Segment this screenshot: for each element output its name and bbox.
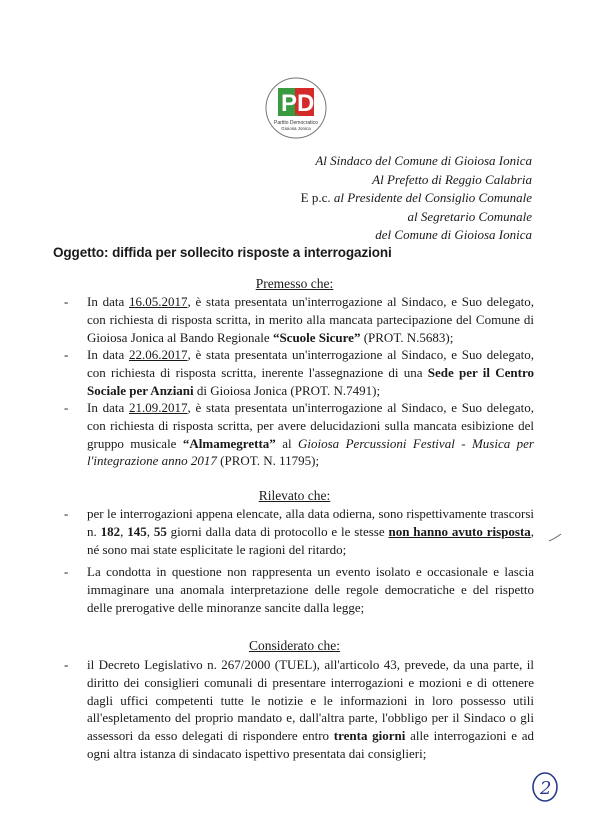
logo-line2: Gioiosa Jonica: [281, 126, 311, 131]
list-item: - per le interrogazioni appena elencate, alla data odierna, sono rispettivamente trascorsi n. 182, 145, 55 giorni dalla data di protocollo e le stesse non hanno avuto risposta, né sono mai state esplicitate le ragioni del ritardo;: [64, 506, 535, 557]
svg-text:2: 2: [540, 778, 552, 799]
logo-line1: Partito Democratico: [274, 120, 318, 126]
list-item: - il Decreto Legislativo n. 267/2000 (TUEL), all'articolo 43, prevede, da una parte, il diritto dei consiglieri comunali di presentare interrogazioni e mozioni e di ottenere dagli uffici competenti tutte le notizie e le informazioni in loro possesso utili all'espletamento del proprio mandato e, dall'altra parte, l'obbligo per il Sindaco o gli assessori da esso delegati di rispondere entro trenta giorni alle interrogazioni e ad ogni altra istanza di sindacato ispettivo presentata dai consiglieri;: [64, 657, 534, 761]
pen-mark: [548, 530, 562, 540]
subject-line: Oggetto: diffida per sollecito risposte a interrogazioni: [53, 245, 392, 260]
section-title-rilevato: Rilevato che:: [258, 488, 331, 503]
logo-letters: PD: [281, 90, 315, 117]
list-item: - In data 22.06.2017, è stata presentata un'interrogazione al Sindaco, e Suo delegato, con richiesta di risposta scritta, inerente l'assegnazione di una Sede per il Centro Sociale per Anziani di Gioiosa Jonica (PROT. N.7491);: [64, 347, 534, 398]
cc-prefix: E p.c.: [300, 190, 334, 205]
addressee-line: del Comune di Gioiosa Ionica: [375, 227, 532, 242]
page-number: [531, 769, 561, 803]
addressee-line: E p.c. al Presidente del Consiglio Comunale: [300, 190, 532, 205]
date: 21.09.2017: [128, 400, 188, 415]
addressee-line: al Segretario Comunale: [407, 208, 532, 224]
section-title-considerato: Considerato che:: [248, 638, 341, 653]
addressee-block: [232, 152, 532, 245]
list-item: - In data 21.09.2017, è stata presentata un'interrogazione al Sindaco, e Suo delegato, con richiesta di risposta scritta, per avere delucidazioni sulla mancata esibizione del gruppo musicale “Almamegretta” al Gioiosa Percussioni Festival - Musica per l'integrazione anno 2017 (PROT. N. 11795);: [64, 400, 534, 469]
pd-logo: [264, 76, 328, 140]
addressee-line: Al Prefetto di Reggio Calabria: [372, 171, 532, 187]
list-item: - In data 16.05.2017, è stata presentata un'interrogazione al Sindaco, e Suo delegato, con richiesta di risposta scritta, in merito alla mancata partecipazione del Comune di Gioiosa Jonica al Bando Regionale “Scuole Sicure” (PROT. N.5683);: [64, 294, 534, 345]
addressee-line: Al Sindaco del Comune di Gioiosa Ionica: [315, 153, 532, 168]
list-item: - La condotta in questione non rappresenta un evento isolato e occasionale e lascia immaginare una anomala interpretazione delle regole democratiche e del rispetto delle prerogative delle minoranze sancite dalla legge;: [64, 564, 534, 615]
section-title-premesso: Premesso che:: [255, 276, 334, 291]
date: 22.06.2017: [128, 347, 188, 362]
date: 16.05.2017: [128, 294, 188, 309]
